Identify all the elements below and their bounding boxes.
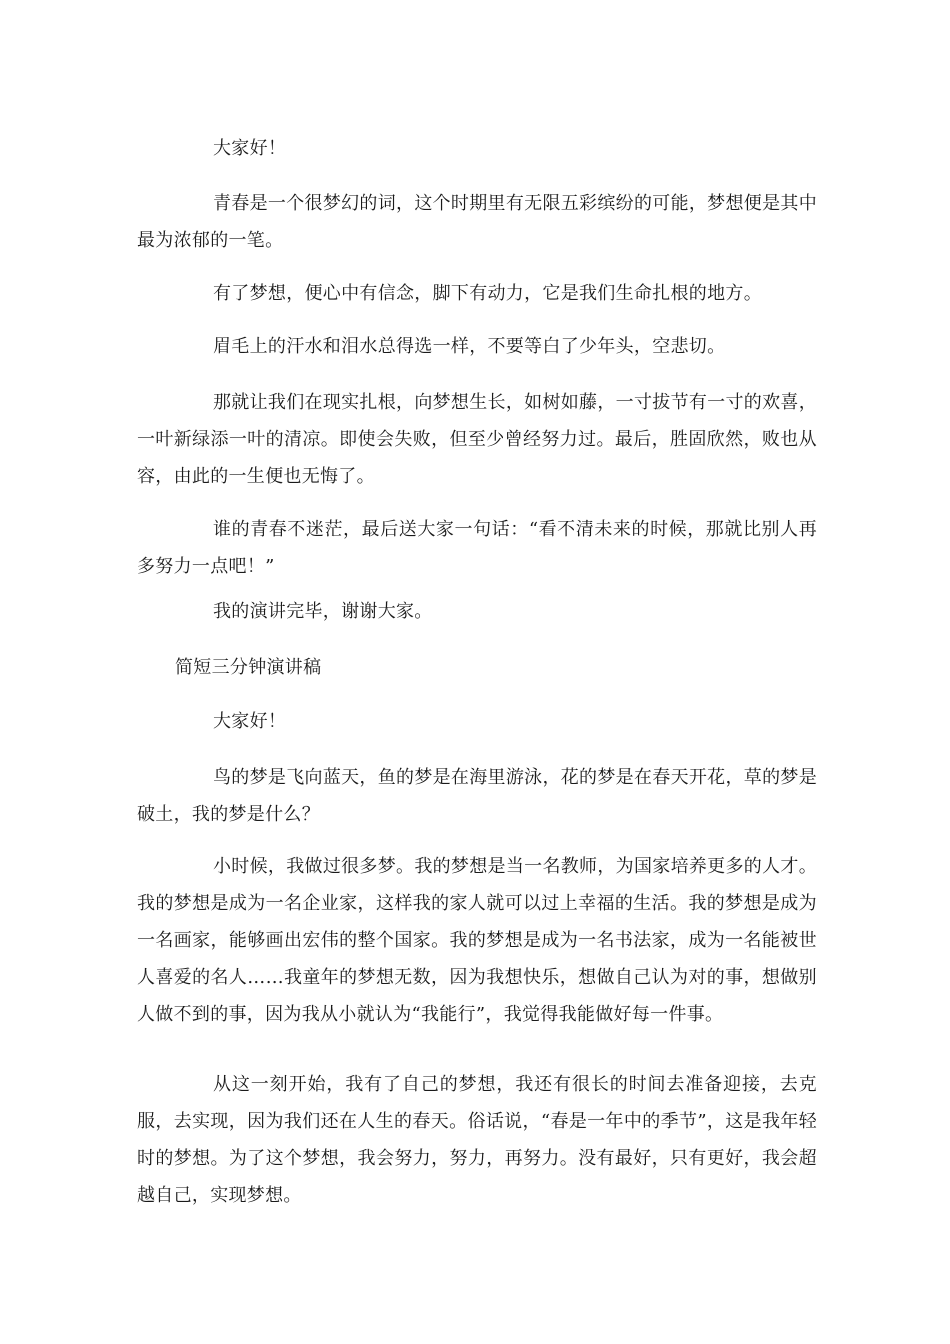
body-paragraph: 有了梦想，便心中有信念，脚下有动力，它是我们生命扎根的地方。 <box>213 283 762 304</box>
greeting-paragraph: 大家好！ <box>213 711 287 732</box>
body-paragraph: 谁的青春不迷茫，最后送大家一句话：“看不清未来的时候，那就比别人再多努力一点吧！” <box>137 519 817 577</box>
body-paragraph: 眉毛上的汗水和泪水总得选一样，不要等白了少年头，空悲切。 <box>213 336 726 357</box>
body-paragraph: 青春是一个很梦幻的词，这个时期里有无限五彩缤纷的可能，梦想便是其中最为浓郁的一笔。 <box>137 193 817 251</box>
section-title: 简短三分钟演讲稿 <box>175 657 322 678</box>
closing-paragraph: 我的演讲完毕，谢谢大家。 <box>213 601 433 622</box>
greeting-paragraph: 大家好！ <box>213 138 287 159</box>
body-paragraph: 鸟的梦是飞向蓝天，鱼的梦是在海里游泳，花的梦是在春天开花，草的梦是破土，我的梦是什么？ <box>137 767 817 825</box>
body-paragraph: 小时候，我做过很多梦。我的梦想是当一名教师，为国家培养更多的人才。我的梦想是成为一名企业家，这样我的家人就可以过上幸福的生活。我的梦想是成为一名画家，能够画出宏伟的整个国家。我的梦想是成为一名书法家，成为一名能被世人喜爱的名人……我童年的梦想无数，因为我想快乐，想做自己认为对的事，想做别人做不到的事，因为我从小就认为“我能行”，我觉得我能做好每一件事。 <box>137 856 817 1025</box>
body-paragraph: 从这一刻开始，我有了自己的梦想，我还有很长的时间去准备迎接，去克服，去实现，因为我们还在人生的春天。俗话说，“春是一年中的季节”，这是我年轻时的梦想。为了这个梦想，我会努力，努力，再努力。没有最好，只有更好，我会超越自己，实现梦想。 <box>137 1074 817 1206</box>
body-paragraph: 那就让我们在现实扎根，向梦想生长，如树如藤，一寸拔节有一寸的欢喜，一叶新绿添一叶的清凉。即使会失败，但至少曾经努力过。最后，胜固欣然，败也从容，由此的一生便也无悔了。 <box>137 392 817 487</box>
